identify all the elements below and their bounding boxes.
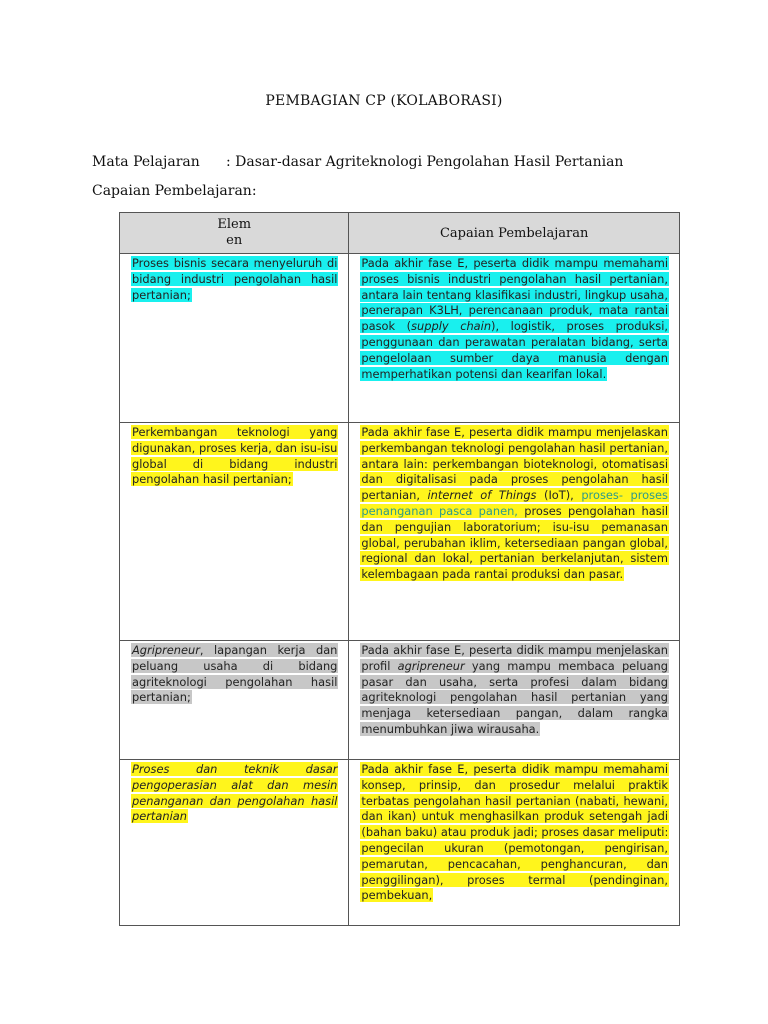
cp-cell [349, 254, 680, 423]
cp-text-part: Pada akhir fase E, peserta didik mampu memahami proses bisnis industri pengolahan hasil pertanian, antara lain tentang klasifikasi industri, lingkup usaha, penerapan K3LH, perencanaan produk, mata rantai pasok ( [361, 256, 668, 334]
table-row [120, 641, 680, 760]
page-title: PEMBAGIAN CP (KOLABORASI) [265, 93, 503, 109]
mata-pelajaran-row [92, 154, 623, 170]
cp-text-part: (IoT), [536, 488, 582, 503]
cp-text-italic: supply chain [411, 319, 492, 334]
table-row [120, 760, 680, 926]
elemen-text-part: , lapangan kerja dan peluang usaha di bidang agriteknologi pengolahan hasil pertanian; [132, 643, 338, 705]
header-elemen [120, 213, 349, 254]
mata-pelajaran-value: : Dasar-dasar Agriteknologi Pengolahan Hasil Pertanian [226, 154, 624, 170]
header-elemen-line2: en [226, 233, 243, 248]
table-header-row [120, 213, 680, 254]
capaian-pembelajaran-label: Capaian Pembelajaran: [92, 183, 257, 199]
mata-pelajaran-label: Mata Pelajaran [92, 154, 200, 170]
cp-cell [349, 641, 680, 760]
cp-text-italic: internet of Things [427, 488, 537, 503]
cp-text-part: ), logistik, proses produksi, penggunaan dan perawatan peralatan bidang, serta pengelolaan sumber daya manusia dengan memperhatikan potensi dan kearifan lokal. [361, 319, 668, 381]
cp-text-part: proses pengolahan hasil dan pengujian laboratorium; isu-isu pemanasan global, perubahan iklim, ketersediaan pangan global, regional dan lokal, pertanian berkelanjutan, sistem kelembagaan pada rantai produksi dan pasar. [361, 503, 668, 582]
cp-text: Pada akhir fase E, peserta didik mampu memahami konsep, prinsip, dan prosedur melalui praktik terbatas pengolahan hasil pertanian (nabati, hewani, dan ikan) untuk menghasilkan produk setengah jadi (bahan baku) atau produk jadi; proses dasar meliputi: pengecilan ukuran (pemotongan, pengirisan, pemarutan, pencacahan, penghancuran, dan penggilingan), proses termal (pendinginan, pembekuan, [361, 762, 669, 903]
table-row [120, 254, 680, 423]
cp-text [360, 256, 669, 381]
elemen-cell [120, 423, 349, 641]
cp-text-part: yang mampu membaca peluang pasar dan usaha, serta profesi dalam bidang agriteknologi pengolahan hasil pertanian yang menjaga ketersediaan pangan, dalam rangka menumbuhkan jiwa wirausaha. [361, 658, 669, 736]
elemen-cell [120, 760, 349, 926]
table-row [120, 423, 680, 641]
cp-text-italic: agripreneur [397, 658, 465, 673]
elemen-cell [120, 254, 349, 423]
elemen-cell [120, 641, 349, 760]
cp-cell [349, 423, 680, 641]
elemen-text: Perkembangan teknologi yang digunakan, proses kerja, dan isu-isu global di bidang industri pengolahan hasil pertanian; [132, 425, 338, 487]
cp-text-part: Pada akhir fase E, peserta didik mampu menjelaskan perkembangan teknologi pengolahan hasil pertanian, antara lain: perkembangan bioteknologi, otomatisasi dan digitalisasi pada proses pengolahan hasil pertanian, [361, 425, 668, 503]
cp-table [119, 212, 680, 926]
header-capaian-pembelajaran: Capaian Pembelajaran [349, 213, 680, 254]
elemen-text: Proses bisnis secara menyeluruh di bidang industri pengolahan hasil pertanian; [132, 256, 338, 302]
elemen-text [131, 643, 338, 704]
elemen-text: Proses dan teknik dasar pengoperasian alat dan mesin penanganan dan pengolahan hasil pertanian [132, 762, 338, 824]
cp-cell [349, 760, 680, 926]
cp-text-colored: proses- proses penanganan pasca panen, [361, 488, 668, 518]
cp-text-part: Pada akhir fase E, peserta didik mampu menjelaskan profil [361, 643, 668, 673]
elemen-text-italic: Agripreneur [132, 643, 200, 657]
header-elemen-line1: Elem [217, 217, 252, 232]
cp-text [360, 425, 669, 581]
cp-text [360, 643, 669, 736]
